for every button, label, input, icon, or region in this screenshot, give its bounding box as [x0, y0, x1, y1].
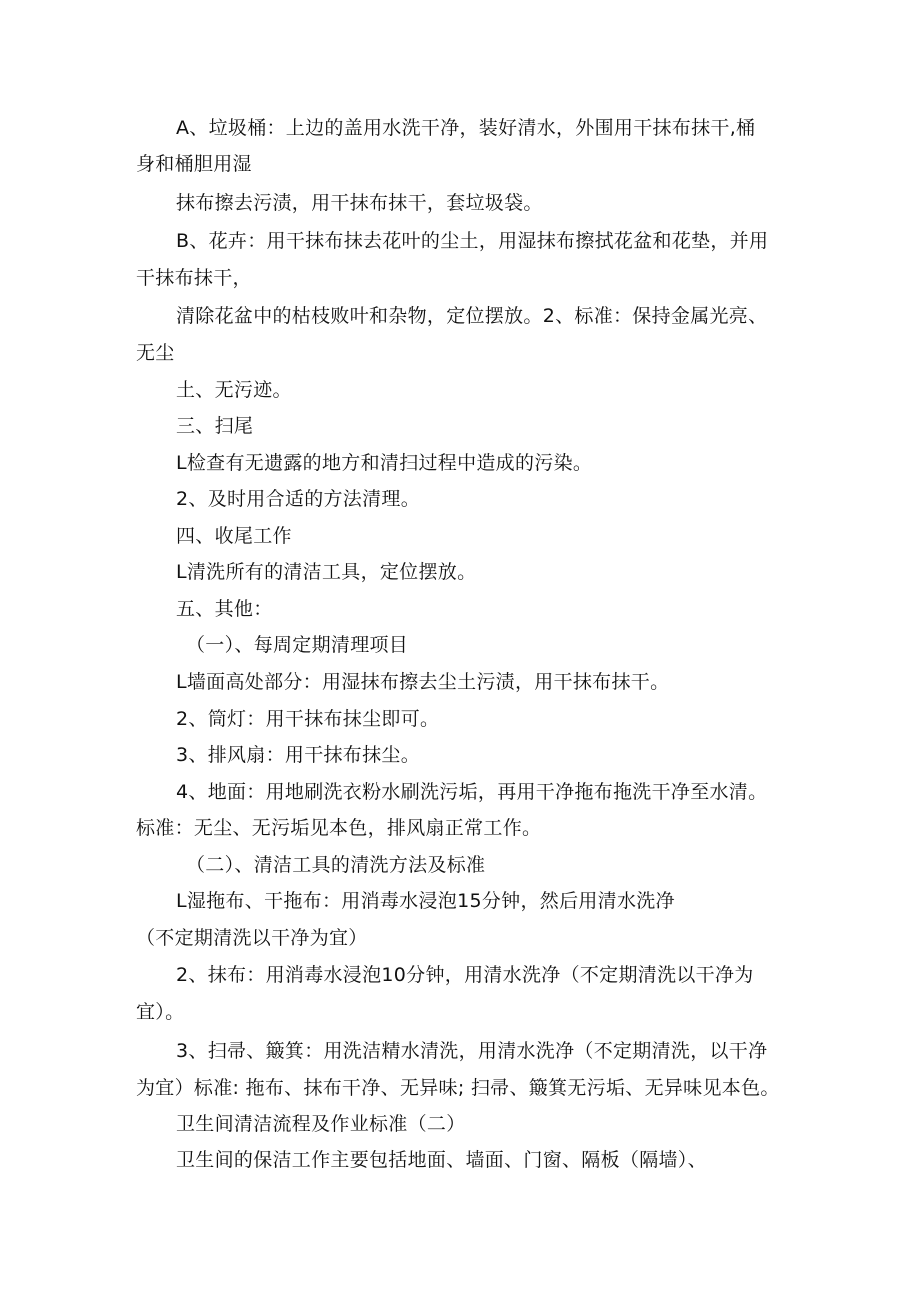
text-line: B、花卉：用干抹布抹去花叶的尘土，用湿抹布擦拭花盆和花垫，并用 [176, 230, 769, 252]
text-line: 2、抹布：用消毒水浸泡10分钟，用清水洗净（不定期清洗以干净为 [176, 964, 754, 986]
section-heading: 卫生间清洁流程及作业标准（二） [176, 1113, 466, 1135]
section-heading: 五、其他： [176, 598, 273, 620]
text-line: 2、筒灯：用干抹布抹尘即可。 [176, 708, 440, 730]
text-line: 无尘 [136, 342, 175, 364]
text-line: 3、排风扇：用干抹布抹尘。 [176, 744, 420, 766]
text-line: L湿拖布、干拖布：用消毒水浸泡15分钟，然后用清水洗净 [176, 890, 675, 912]
text-line: （不定期清洗以干净为宜） [136, 927, 368, 949]
text-line: 清除花盆中的枯枝败叶和杂物，定位摆放。2、标准：保持金属光亮、 [176, 305, 768, 327]
text-line: 3、扫帚、簸箕：用洗洁精水清洗，用清水洗净（不定期清洗，以干净 [176, 1040, 768, 1062]
text-line: 宜）。 [136, 1001, 185, 1023]
text-line: 抹布擦去污渍，用干抹布抹干，套垃圾袋。 [176, 192, 543, 214]
section-heading: 三、扫尾 [176, 415, 254, 437]
subsection-heading: （一）、每周定期清理项目 [186, 634, 409, 656]
text-line: L清洗所有的清洁工具，定位摆放。 [176, 561, 477, 583]
text-line: L检查有无遗露的地方和清扫过程中造成的污染。 [176, 452, 593, 474]
section-heading: 四、收尾工作 [176, 525, 292, 547]
subsection-heading: （二）、清洁工具的清洗方法及标准 [186, 854, 486, 876]
text-line: 干抹布抹干， [136, 267, 252, 289]
text-line: 2、及时用合适的方法清理。 [176, 488, 420, 510]
text-line: 标准：无尘、无污垢见本色，排风扇正常工作。 [136, 817, 542, 839]
text-line: A、垃圾桶：上边的盖用水洗干净，装好清水，外围用干抹布抹干,桶 [176, 117, 756, 139]
text-line: 为宜）标准: 拖布、抹布干净、无异味; 扫帚、簸箕无污垢、无异味见本色。 [136, 1077, 780, 1099]
text-line: 卫生间的保洁工作主要包括地面、墙面、门窗、隔板（隔墙）、 [176, 1149, 707, 1171]
text-line: 身和桶胆用湿 [136, 153, 252, 175]
text-line: 土、无污迹。 [176, 379, 292, 401]
text-line: 4、地面：用地刷洗衣粉水刷洗污垢，再用干净拖布拖洗干净至水清。 [176, 781, 768, 803]
text-line: L墙面高处部分：用湿抹布擦去尘土污渍，用干抹布抹干。 [176, 671, 670, 693]
